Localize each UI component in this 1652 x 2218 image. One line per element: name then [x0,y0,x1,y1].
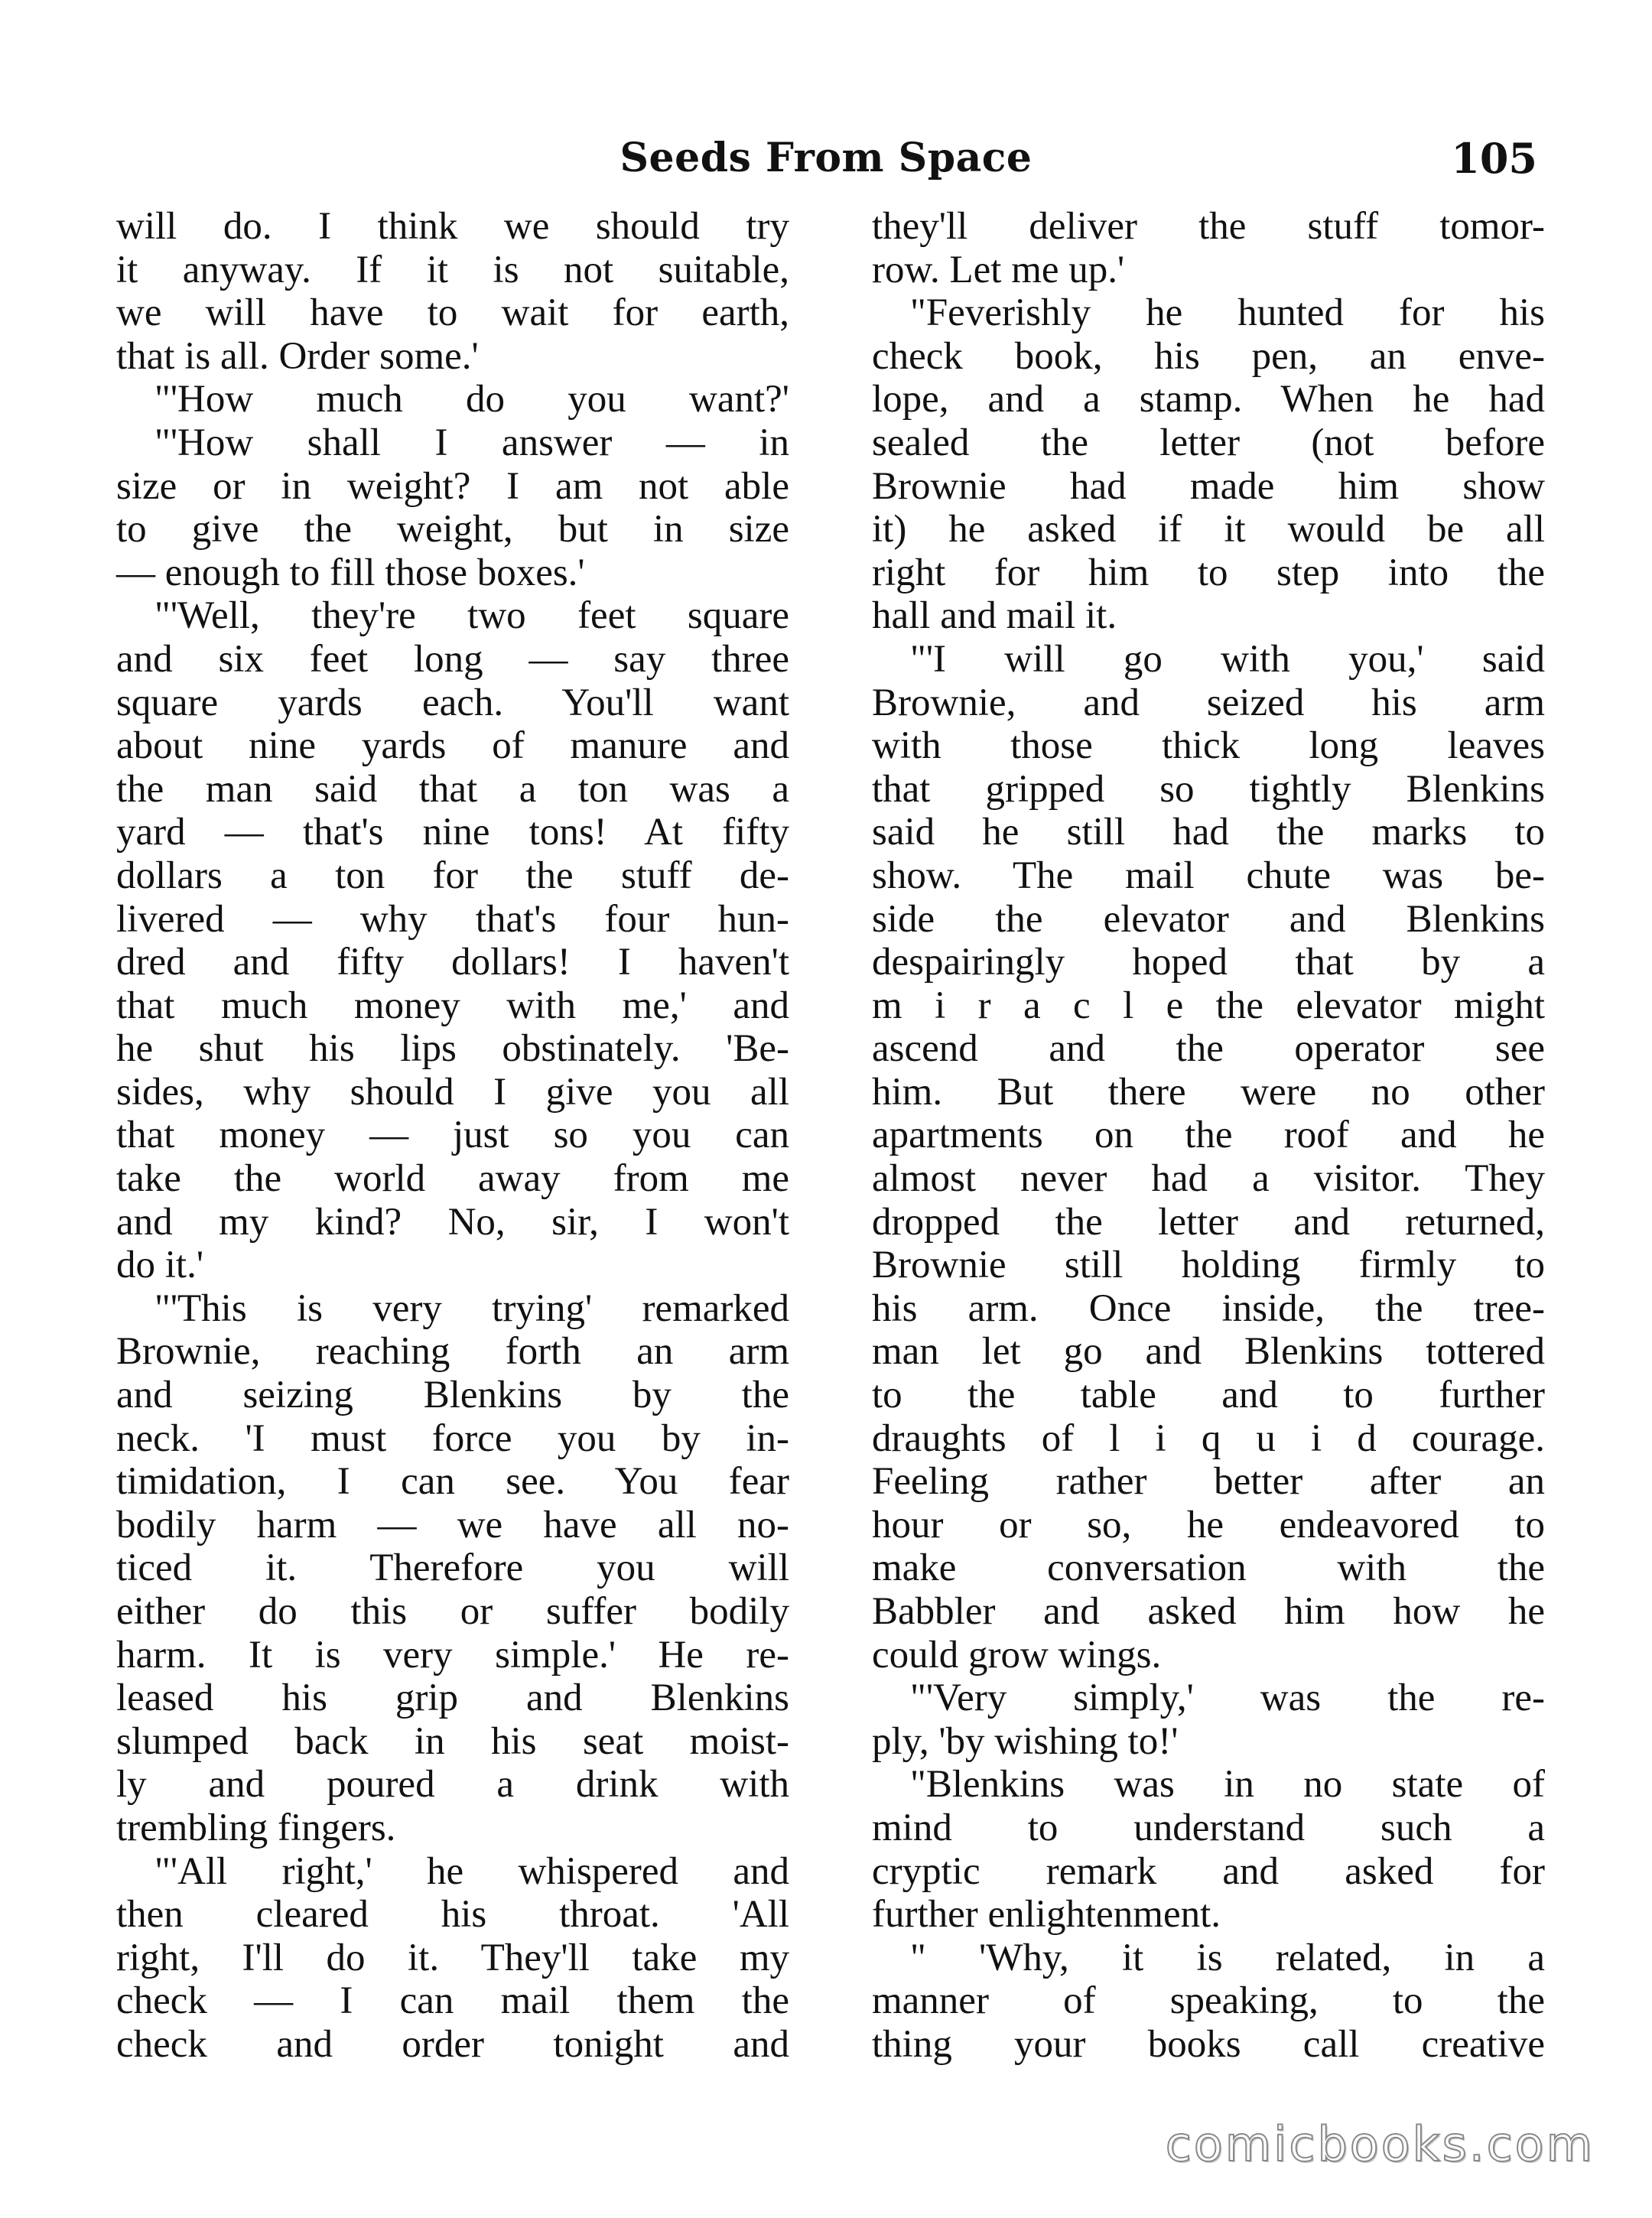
text-line: Brownie had made him show [872,464,1545,508]
page-number: 105 [1451,134,1537,183]
running-title: Seeds From Space [620,135,1032,181]
text-line: and six feet long — say three [116,637,789,681]
text-line: to give the weight, but in size [116,508,789,551]
text-line: sealed the letter (not before [872,421,1545,464]
text-line: side the elevator and Blenkins [872,897,1545,941]
text-line: right, I'll do it. They'll take my [116,1936,789,1979]
text-line: could grow wings. [872,1633,1162,1677]
text-line: hall and mail it. [872,594,1117,638]
text-line: and my kind? No, sir, I won't [116,1200,789,1244]
text-line: "'How much do you want?' [154,378,789,421]
text-line: "'How shall I answer — in [154,421,789,464]
text-line: "'All right,' he whispered and [154,1849,789,1893]
text-line: "'Very simply,' was the re- [910,1677,1545,1720]
text-line: ply, 'by wishing to!' [872,1719,1179,1763]
text-line: "'I will go with you,' said [910,637,1545,681]
text-line: about nine yards of manure and [116,724,789,768]
text-line: — enough to fill those boxes.' [116,551,585,594]
text-line: Babbler and asked him how he [872,1590,1545,1633]
text-line: almost never had a visitor. They [872,1157,1545,1201]
text-line: neck. 'I must force you by in- [116,1416,789,1460]
left-text-column [116,205,789,2067]
text-line: leased his grip and Blenkins [116,1677,789,1720]
text-line: despairingly hoped that by a [872,941,1545,984]
text-line: "'This is very trying' remarked [154,1286,789,1330]
text-line: hour or so, he endeavored to [872,1503,1545,1546]
text-line: that money — just so you can [116,1114,789,1157]
page-header [115,132,1537,185]
text-line: will do. I think we should try [116,205,789,248]
text-line: it anyway. If it is not suitable, [116,248,789,291]
text-line: bodily harm — we have all no- [116,1503,789,1546]
text-line: check and order tonight and [116,2022,789,2066]
text-line: take the world away from me [116,1157,789,1201]
text-line: mind to understand such a [872,1806,1545,1849]
text-line: ascend and the operator see [872,1027,1545,1071]
text-line: man let go and Blenkins tottered [872,1330,1545,1374]
right-text-column [872,205,1545,2067]
text-line: check — I can mail them the [116,1979,789,2023]
text-line: yard — that's nine tons! At fifty [116,811,789,854]
text-line: Brownie, reaching forth an arm [116,1330,789,1374]
text-line: him. But there were no other [872,1070,1545,1114]
text-line: trembling fingers. [116,1806,396,1849]
text-line: ticed it. Therefore you will [116,1546,789,1590]
text-line: check book, his pen, an enve- [872,334,1545,378]
text-line: harm. It is very simple.' He re- [116,1633,789,1677]
watermark-logo: comicbooks.com [1165,2116,1595,2172]
text-line: timidation, I can see. You fear [116,1460,789,1504]
text-line: and seizing Blenkins by the [116,1374,789,1417]
text-line: that much money with me,' and [116,984,789,1027]
text-line: his arm. Once inside, the tree- [872,1286,1545,1330]
text-line: it) he asked if it would be all [872,508,1545,551]
text-line: dred and fifty dollars! I haven't [116,941,789,984]
text-line: to the table and to further [872,1374,1545,1417]
text-line: that gripped so tightly Blenkins [872,767,1545,811]
text-line: slumped back in his seat moist- [116,1719,789,1763]
text-line: "Feverishly he hunted for his [910,291,1545,335]
text-line: thing your books call creative [872,2022,1545,2066]
text-line: with those thick long leaves [872,724,1545,768]
text-line: they'll deliver the stuff tomor- [872,205,1545,248]
text-line: do it.' [116,1244,204,1287]
text-line: he shut his lips obstinately. 'Be- [116,1027,789,1071]
text-line: draughts of l i q u i d courage. [872,1416,1545,1460]
text-line: apartments on the roof and he [872,1114,1545,1157]
text-line: " 'Why, it is related, in a [910,1936,1545,1979]
text-line: further enlightenment. [872,1893,1221,1937]
text-line: dropped the letter and returned, [872,1200,1545,1244]
text-line: row. Let me up.' [872,248,1125,291]
text-line: that is all. Order some.' [116,334,479,378]
text-line: ly and poured a drink with [116,1763,789,1807]
text-line: Feeling rather better after an [872,1460,1545,1504]
text-line: the man said that a ton was a [116,767,789,811]
text-line: lope, and a stamp. When he had [872,378,1545,421]
text-line: manner of speaking, to the [872,1979,1545,2023]
text-line: said he still had the marks to [872,811,1545,854]
text-line: "'Well, they're two feet square [154,594,789,638]
text-line: livered — why that's four hun- [116,897,789,941]
text-line: square yards each. You'll want [116,681,789,724]
text-line: Brownie, and seized his arm [872,681,1545,724]
text-line: we will have to wait for earth, [116,291,789,335]
text-line: either do this or suffer bodily [116,1590,789,1633]
text-line: dollars a ton for the stuff de- [116,854,789,897]
text-line: "Blenkins was in no state of [910,1763,1545,1807]
text-line: size or in weight? I am not able [116,464,789,508]
text-line: right for him to step into the [872,551,1545,594]
text-line: then cleared his throat. 'All [116,1893,789,1937]
text-line: sides, why should I give you all [116,1070,789,1114]
text-line: m i r a c l e the elevator might [872,984,1545,1027]
text-line: Brownie still holding firmly to [872,1244,1545,1287]
text-line: show. The mail chute was be- [872,854,1545,897]
text-line: cryptic remark and asked for [872,1849,1545,1893]
text-line: make conversation with the [872,1546,1545,1590]
